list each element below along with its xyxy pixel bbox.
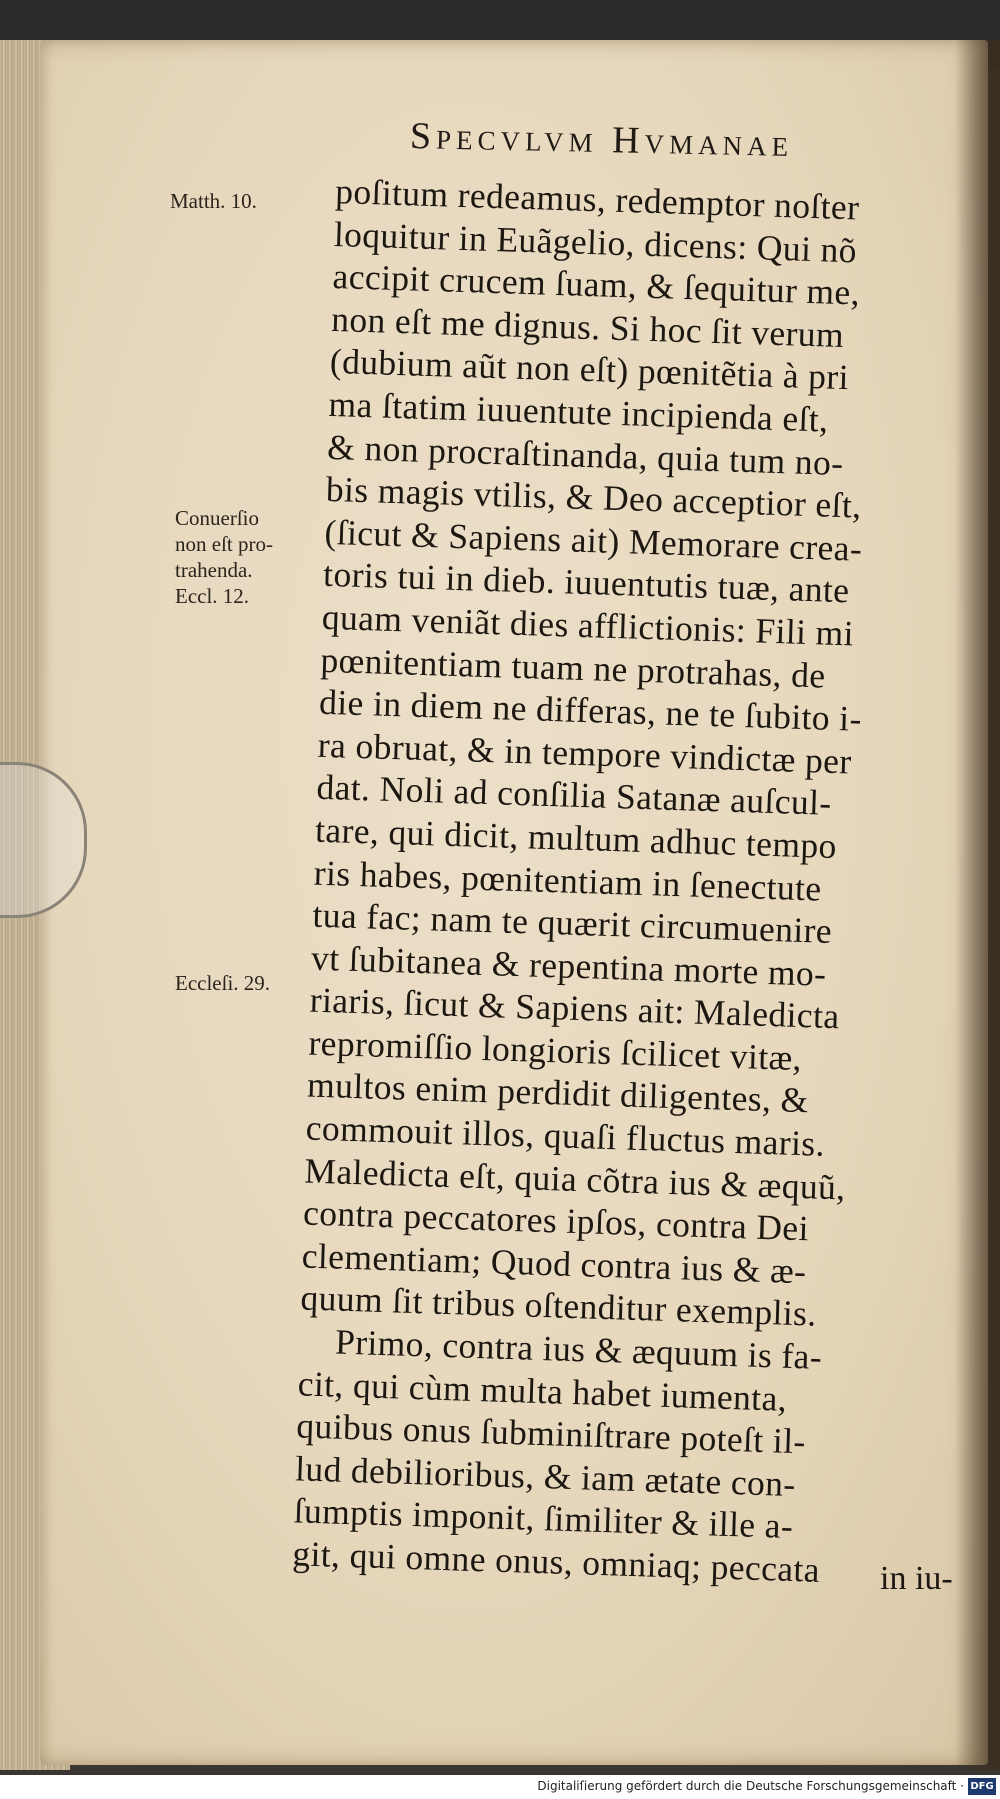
text-line: non eſt me dignus. Si hoc ſit verum bbox=[330, 298, 845, 355]
margin-note-2 bbox=[175, 505, 273, 609]
text-line: accipit crucem ſuam, & ſequitur me, bbox=[332, 256, 861, 313]
text-line: dat. Noli ad conſilia Satanæ auſcul- bbox=[315, 767, 833, 824]
running-head: Specvlvm Hvmanae bbox=[409, 114, 794, 166]
text-line: poſitum redeamus, redemptor noſter bbox=[334, 170, 860, 228]
credit-text: Digitaliſierung gefördert durch die Deutsche Forschungsgemeinschaft · bbox=[537, 1779, 964, 1793]
text-line: multos enim perdidit diligentes, & bbox=[306, 1065, 810, 1121]
margin-note-line: Eccl. 12. bbox=[175, 584, 250, 608]
text-line: Maledicta eſt, quia cõtra ius & æquũ, bbox=[303, 1150, 847, 1208]
text-line: (dubium aũt non eſt) pœnitẽtia à pri bbox=[329, 341, 850, 398]
text-line: & non procraſtinanda, quia tum no- bbox=[326, 426, 845, 483]
text-line: pœnitentiam tuam ne protrahas, de bbox=[319, 639, 827, 696]
text-line: (ſicut & Sapiens ait) Memorare crea- bbox=[324, 511, 863, 569]
margin-note-1 bbox=[170, 188, 257, 214]
text-line: ris habes, pœnitentiam in ſenectute bbox=[313, 852, 823, 909]
margin-note-line: Eccleſi. 29. bbox=[175, 971, 271, 995]
dfg-logo: DFG bbox=[968, 1778, 996, 1795]
text-line: cit, qui cùm multa habet iumenta, bbox=[297, 1363, 788, 1419]
text-line: Primo, contra ius & æquum is fa- bbox=[334, 1321, 823, 1377]
text-line: riaris, ſicut & Sapiens ait: Maledicta bbox=[309, 979, 841, 1037]
text-line: tare, qui dicit, multum adhuc tempo bbox=[314, 809, 838, 866]
catchword: in iu- bbox=[880, 1560, 953, 1597]
body-text bbox=[292, 170, 976, 1595]
text-line: die in diem ne differas, ne te ſubito i- bbox=[318, 681, 863, 739]
text-line: ra obruat, & in tempore vindictæ per bbox=[317, 724, 853, 782]
text-line: git, qui omne onus, omniaq; peccata bbox=[291, 1533, 821, 1590]
text-line: quam veniãt dies afflictionis: Fili mi bbox=[321, 596, 855, 654]
margin-note-line: trahenda. bbox=[175, 558, 253, 582]
text-line: repromiſſio longioris ſcilicet vitæ, bbox=[307, 1022, 803, 1078]
text-line: quum ſit tribus oſtenditur exemplis. bbox=[299, 1277, 818, 1335]
text-line: tua fac; nam te quærit circumuenire bbox=[311, 894, 833, 952]
margin-note-line: Conuerſio bbox=[175, 506, 259, 530]
margin-note-line: non eſt pro- bbox=[175, 532, 273, 556]
text-line: ma ſtatim iuuentute incipienda eſt, bbox=[328, 383, 830, 440]
text-line: quibus onus ſubminiſtrare poteſt il- bbox=[295, 1405, 807, 1462]
text-line: lud debilioribus, & iam ætate con- bbox=[294, 1448, 797, 1504]
margin-note-3 bbox=[175, 970, 270, 996]
text-line: contra peccatores ipſos, contra Dei bbox=[302, 1192, 810, 1249]
text-line: ſumptis imponit, ſimiliter & ille a- bbox=[293, 1490, 794, 1547]
text-line: vt ſubitanea & repentina morte mo- bbox=[310, 937, 828, 994]
text-line: loquitur in Euãgelio, dicens: Qui nõ bbox=[333, 213, 858, 270]
text-line: clementiam; Quod contra ius & æ- bbox=[301, 1235, 808, 1292]
margin-note-line: Matth. 10. bbox=[170, 189, 257, 213]
text-line: bis magis vtilis, & Deo acceptior eſt, bbox=[325, 469, 863, 526]
text-line: toris tui in dieb. iuuentutis tuæ, ante bbox=[322, 554, 851, 611]
text-line: commouit illos, quaſi fluctus maris. bbox=[305, 1107, 826, 1164]
